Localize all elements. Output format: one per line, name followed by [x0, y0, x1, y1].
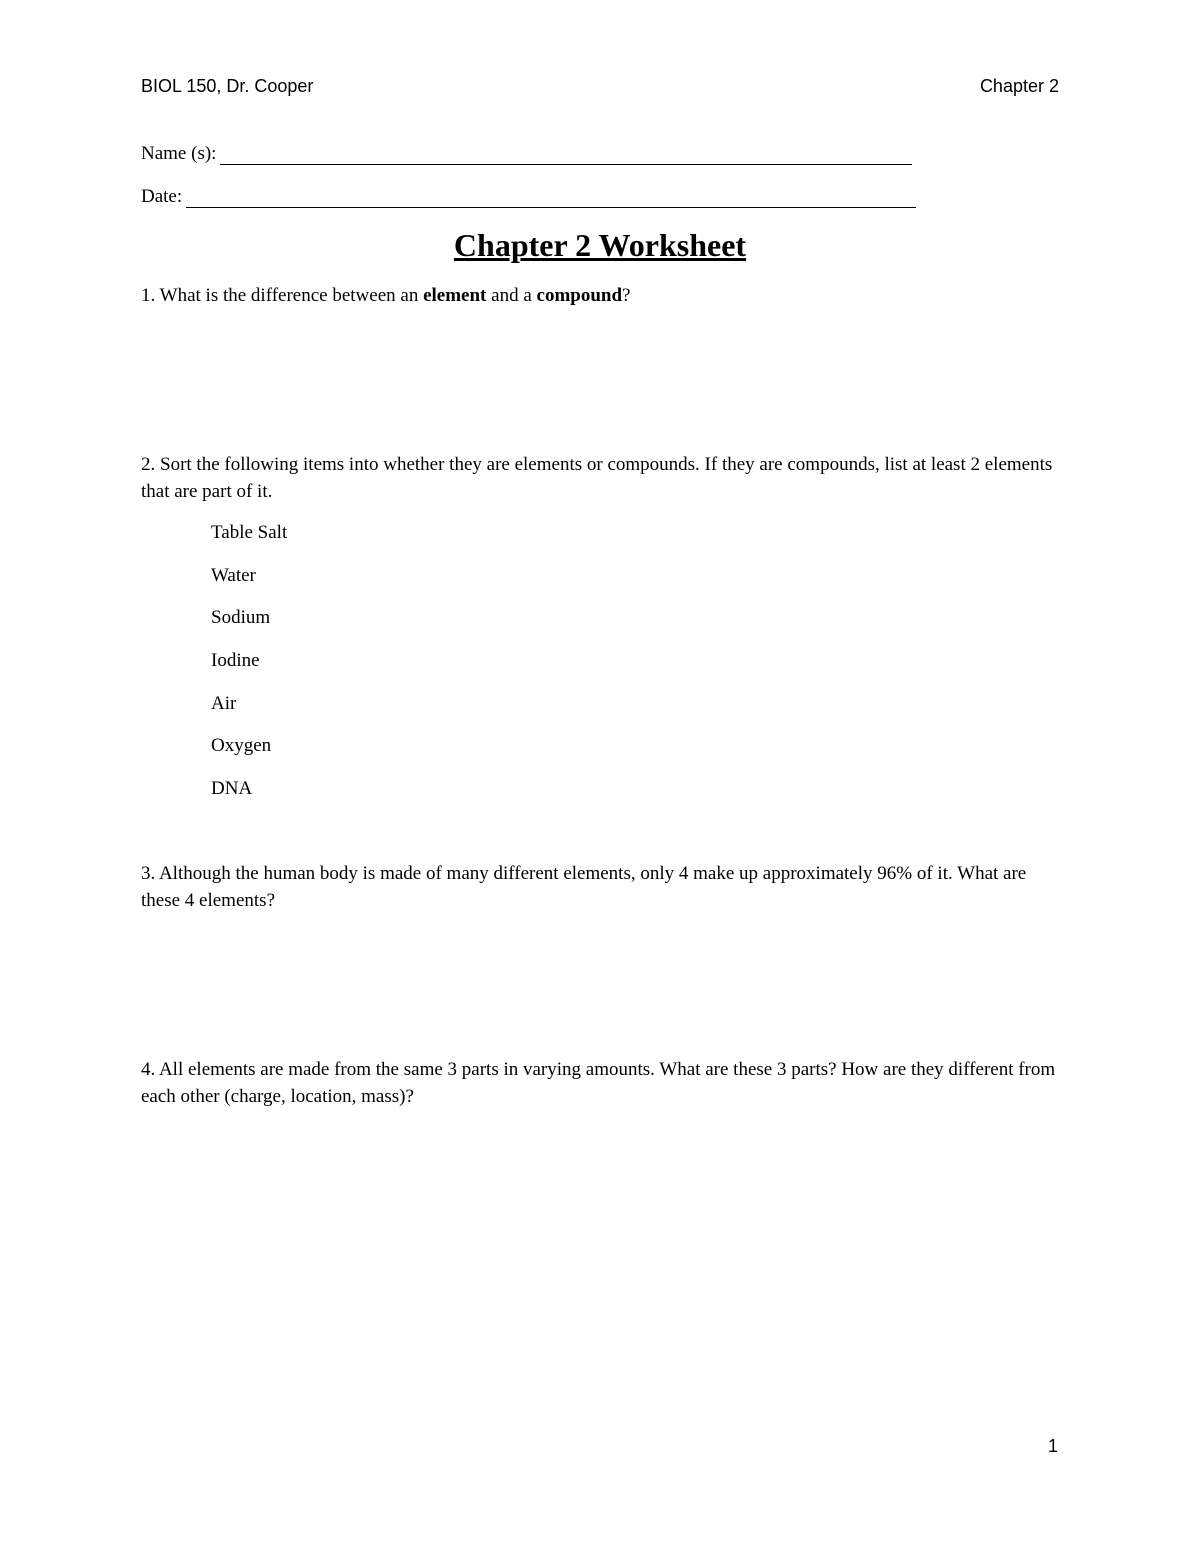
list-item: DNA — [211, 778, 253, 800]
question-1-middle: and a — [486, 285, 537, 306]
question-1-prefix: 1. What is the difference between an — [141, 285, 424, 306]
term-compound: compound — [536, 285, 623, 306]
question-2: 2. Sort the following items into whether they are elements or compounds. If they are compounds, list at least 2 elements that are part of it. — [141, 454, 1053, 502]
question-3: 3. Although the human body is made of many different elements, only 4 make up approximately 96% of it. What are these 4 elements? — [141, 863, 1027, 911]
question-4: 4. All elements are made from the same 3 parts in varying amounts. What are these 3 parts? How are they different from each other (charge, location, mass)? — [141, 1059, 1056, 1107]
list-item: Iodine — [211, 650, 260, 672]
page-title: Chapter 2 Worksheet — [453, 227, 747, 263]
date-field — [141, 186, 916, 208]
item-list — [211, 519, 287, 818]
question-1-suffix: ? — [622, 285, 631, 306]
date-label: Date: — [141, 186, 183, 207]
header-chapter: Chapter 2 — [979, 76, 1059, 96]
name-field — [141, 143, 912, 165]
list-item: Sodium — [211, 607, 271, 629]
list-item: Water — [211, 564, 256, 586]
term-element: element — [423, 285, 487, 306]
list-item: Air — [211, 692, 237, 714]
date-blank-line — [186, 188, 916, 208]
page-number: 1 — [1047, 1436, 1058, 1456]
list-item: Oxygen — [211, 735, 272, 757]
name-label: Name (s): — [141, 143, 217, 164]
question-1 — [141, 282, 1061, 309]
list-item: Table Salt — [211, 522, 288, 543]
header-course: BIOL 150, Dr. Cooper — [141, 76, 314, 96]
name-blank-line — [220, 145, 912, 165]
